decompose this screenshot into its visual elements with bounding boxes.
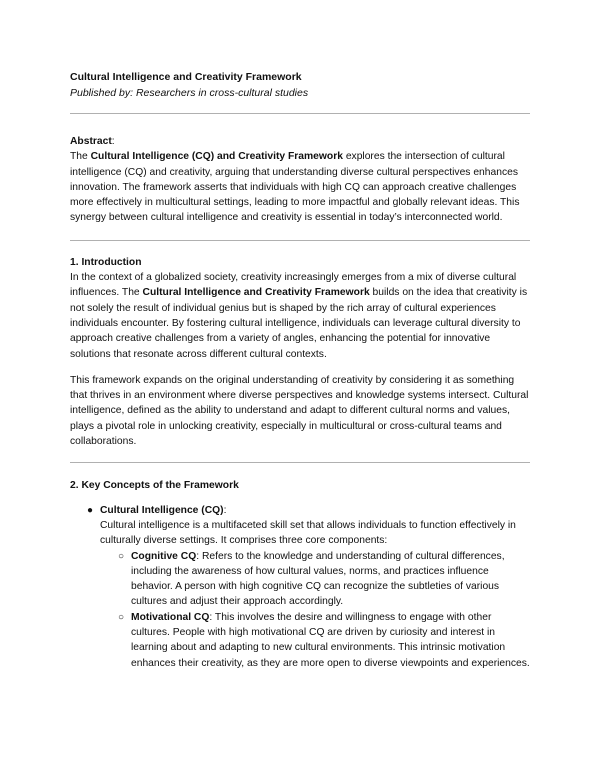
introduction-paragraph-1 (70, 255, 530, 362)
document-page (70, 70, 530, 671)
bullet-icon: ● (87, 504, 94, 516)
abstract-paragraph (70, 134, 530, 226)
intro-framework-name: Cultural Intelligence and Creativity Framework (142, 287, 370, 299)
abstract-heading: Abstract (70, 136, 112, 147)
concepts-list (70, 503, 530, 671)
concept-description: Cultural intelligence is a multifaceted skill set that allows individuals to function effectively in culturally diverse settings. It comprises three core components: (100, 519, 516, 547)
intro-p1-after: builds on the idea that creativity is not solely the result of individual genius but is shaped by the rich array of cultural experiences individuals encounter. By fostering cultural intelligence, individuals can leverage cultural diversity to approach creative challenges from a variety of angles, enhancing the potential for innovative solutions that resonate across different cultural contexts. (70, 287, 528, 360)
intro-p1-before: In the context of a globalized society, creativity increasingly emerges from a mix of diverse cultural influences. The (70, 272, 517, 299)
document-publisher: Published by: Researchers in cross-cultural studies (70, 87, 309, 99)
introduction-section (70, 255, 530, 450)
list-item (118, 610, 530, 671)
subconcept-label: Cognitive CQ (131, 550, 197, 562)
subconcept-text: : Refers to the knowledge and understanding of cultural differences, including the awareness of how cultural values, norms, and practices influence behavior. A person with high cognitive CQ can recognize the subtleties of various cultures and adjust their approach accordingly. (131, 550, 505, 608)
introduction-heading: 1. Introduction (70, 256, 142, 268)
introduction-paragraph-2: This framework expands on the original understanding of creativity by considering it as something that thrives in an environment where diverse perspectives and knowledge systems intersect. Cultural intelligence, defined as the ability to understand and adapt to different cultural norms and values, plays a pivotal role in unlocking creativity, especially in multicultural or cross-cultural teams and collaborations. (70, 374, 529, 448)
list-item (87, 503, 530, 671)
abstract-lead: The (70, 151, 91, 163)
circle-bullet-icon: ○ (118, 611, 125, 623)
concept-label: Cultural Intelligence (CQ) (100, 504, 224, 516)
document-title: Cultural Intelligence and Creativity Framework (70, 71, 302, 83)
subconcept-label: Motivational CQ (131, 611, 210, 623)
abstract-framework-name: Cultural Intelligence (CQ) and Creativity Framework (90, 151, 343, 163)
concepts-sublist (100, 549, 530, 671)
abstract-section (70, 134, 530, 226)
key-concepts-section (70, 478, 530, 671)
concept-label-colon: : (223, 504, 227, 516)
subconcept-text: : This involves the desire and willingness to engage with other cultures. People with high motivational CQ are driven by curiosity and interest in learning about and adapting to new cultural environments. This intrinsic motivation enhances their creativity, as they are more open to diverse viewpoints and experiences. (131, 611, 530, 669)
abstract-heading-colon: : (111, 136, 115, 147)
divider (70, 462, 530, 463)
abstract-body: explores the intersection of cultural intelligence (CQ) and creativity, arguing that understanding diverse cultural perspectives enhances innovation. The framework asserts that individuals with high CQ can approach creative challenges more effectively in multicultural settings, leading to more impactful and globally relevant ideas. This synergy between cultural intelligence and creativity is essential in today’s interconnected world. (70, 151, 520, 224)
divider (70, 240, 530, 241)
divider (70, 113, 530, 114)
key-concepts-heading: 2. Key Concepts of the Framework (70, 480, 239, 492)
circle-bullet-icon: ○ (118, 550, 125, 562)
list-item (118, 549, 530, 610)
